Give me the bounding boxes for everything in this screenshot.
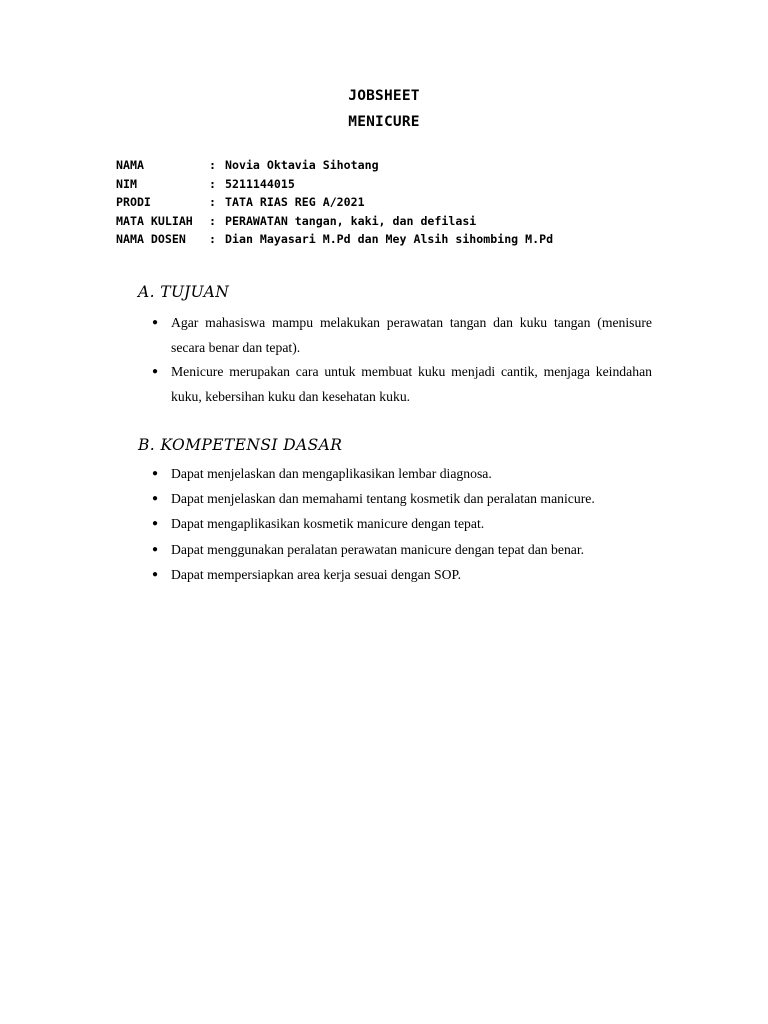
info-separator: : bbox=[209, 158, 216, 172]
bullet-icon: ● bbox=[152, 493, 159, 505]
info-row-nama-dosen bbox=[116, 230, 553, 249]
info-value: PERAWATAN tangan, kaki, dan defilasi bbox=[225, 213, 477, 228]
list-item bbox=[152, 360, 652, 409]
list-item-text: Dapat mempersiapkan area kerja sesuai dengan SOP. bbox=[171, 566, 461, 582]
info-row-prodi bbox=[116, 193, 553, 212]
info-label: NIM bbox=[116, 176, 137, 191]
info-label: NAMA DOSEN bbox=[116, 232, 186, 246]
info-value: Dian Mayasari M.Pd dan Mey Alsih sihombing M.Pd bbox=[225, 232, 554, 246]
bullet-icon: ● bbox=[152, 568, 159, 580]
info-separator: : bbox=[209, 232, 216, 246]
list-item bbox=[152, 465, 652, 482]
bullet-icon: ● bbox=[152, 317, 159, 328]
list-item bbox=[152, 541, 652, 558]
info-row-mata-kuliah bbox=[116, 212, 553, 231]
document-subtitle: MENICURE bbox=[348, 114, 420, 130]
info-row-nim bbox=[116, 175, 553, 194]
kompetensi-list bbox=[152, 465, 652, 591]
student-info-block bbox=[116, 156, 553, 249]
document-title: JOBSHEET bbox=[348, 88, 420, 104]
list-item bbox=[152, 515, 652, 532]
list-item-text: Dapat menjelaskan dan memahami tentang kosmetik dan peralatan manicure. bbox=[171, 491, 595, 507]
bullet-icon: ● bbox=[152, 518, 159, 530]
info-value: TATA RIAS REG A/2021 bbox=[225, 195, 365, 209]
list-item-text: Dapat mengaplikasikan kosmetik manicure dengan tepat. bbox=[171, 516, 485, 532]
info-separator: : bbox=[209, 176, 216, 191]
info-label: MATA KULIAH bbox=[116, 213, 193, 228]
list-item-text: Agar mahasiswa mampu melakukan perawatan tangan dan kuku tangan (menisure secara benar dan tepat). bbox=[171, 315, 652, 355]
list-item-text: Menicure merupakan cara untuk membuat kuku menjadi cantik, menjaga keindahan kuku, kebersihan kuku dan kesehatan kuku. bbox=[171, 364, 652, 404]
info-label: NAMA bbox=[116, 158, 144, 172]
section-heading-kompetensi-dasar: B. KOMPETENSI DASAR bbox=[138, 436, 343, 454]
bullet-icon: ● bbox=[152, 468, 159, 479]
bullet-icon: ● bbox=[152, 366, 159, 377]
list-item-text: Dapat menggunakan peralatan perawatan manicure dengan tepat dan benar. bbox=[171, 541, 585, 557]
list-item-text: Dapat menjelaskan dan mengaplikasikan lembar diagnosa. bbox=[171, 466, 492, 481]
info-row-nama bbox=[116, 156, 553, 175]
bullet-icon: ● bbox=[152, 543, 159, 555]
info-separator: : bbox=[209, 195, 216, 209]
list-item bbox=[152, 566, 652, 583]
info-value: Novia Oktavia Sihotang bbox=[225, 158, 379, 172]
list-item bbox=[152, 311, 652, 360]
list-item bbox=[152, 490, 652, 507]
info-value: 5211144015 bbox=[225, 176, 295, 191]
section-heading-tujuan: A. TUJUAN bbox=[138, 283, 230, 301]
tujuan-list bbox=[152, 311, 652, 409]
info-label: PRODI bbox=[116, 195, 151, 209]
info-separator: : bbox=[209, 213, 216, 228]
